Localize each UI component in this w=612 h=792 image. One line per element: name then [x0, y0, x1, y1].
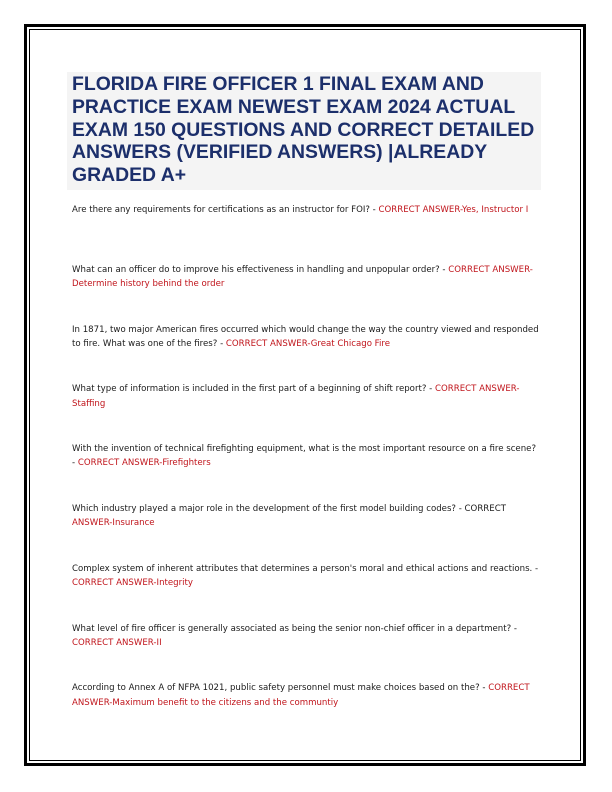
qa-list [72, 203, 540, 741]
answer-text: CORRECT ANSWER-Integrity [72, 577, 194, 588]
answer-text: CORRECT ANSWER-Staffing [72, 384, 520, 409]
answer-text: CORRECT ANSWER-Determine history behind the order [72, 264, 533, 289]
document-title: FLORIDA FIRE OFFICER 1 FINAL EXAM AND PRACTICE EXAM NEWEST EXAM 2024 ACTUAL EXAM 150 QUESTIONS AND CORRECT DETAILED ANSWERS (VERIFIED ANSWERS) |ALREADY GRADED A+ [72, 73, 535, 187]
question-text: With the invention of technical firefighting equipment, what is the most important resource on a fire scene? - [72, 444, 536, 469]
answer-text: CORRECT ANSWER-II [72, 637, 162, 648]
qa-item [72, 382, 540, 442]
answer-text: CORRECT ANSWER-Yes, Instructor I [378, 205, 529, 215]
question-text: According to Annex A of NFPA 1021, public safety personnel must make choices based on the? - [72, 683, 489, 694]
qa-item [72, 442, 540, 502]
qa-item [72, 203, 540, 263]
qa-item [72, 622, 540, 682]
answer-text: CORRECT ANSWER-Great Chicago Fire [225, 338, 391, 349]
answer-text: CORRECT ANSWER-Maximum benefit to the citizens and the communtiy [72, 683, 530, 708]
qa-item [72, 502, 540, 562]
question-text: Are there any requirements for certifications as an instructor for FOI? - [72, 205, 379, 215]
qa-item [72, 562, 540, 622]
question-text: Complex system of inherent attributes that determines a person's moral and ethical actions and reactions. - [72, 563, 539, 574]
qa-item [72, 681, 540, 741]
question-text: What can an officer do to improve his effectiveness in handling and unpopular order? - [72, 264, 449, 275]
qa-item [72, 323, 540, 383]
answer-text: ANSWER-Insurance [72, 518, 155, 529]
question-text: What type of information is included in the first part of a beginning of shift report? - [72, 384, 435, 395]
question-text: In 1871, two major American fires occurred which would change the way the country viewed and responded to fire. What was one of the fires? - [72, 324, 539, 349]
answer-text: CORRECT ANSWER-Firefighters [77, 458, 211, 469]
question-text: Which industry played a major role in the development of the first model building codes? - CORRECT [72, 503, 506, 514]
question-text: What level of fire officer is generally associated as being the senior non-chief officer in a department? - [72, 623, 517, 634]
qa-item [72, 263, 540, 323]
